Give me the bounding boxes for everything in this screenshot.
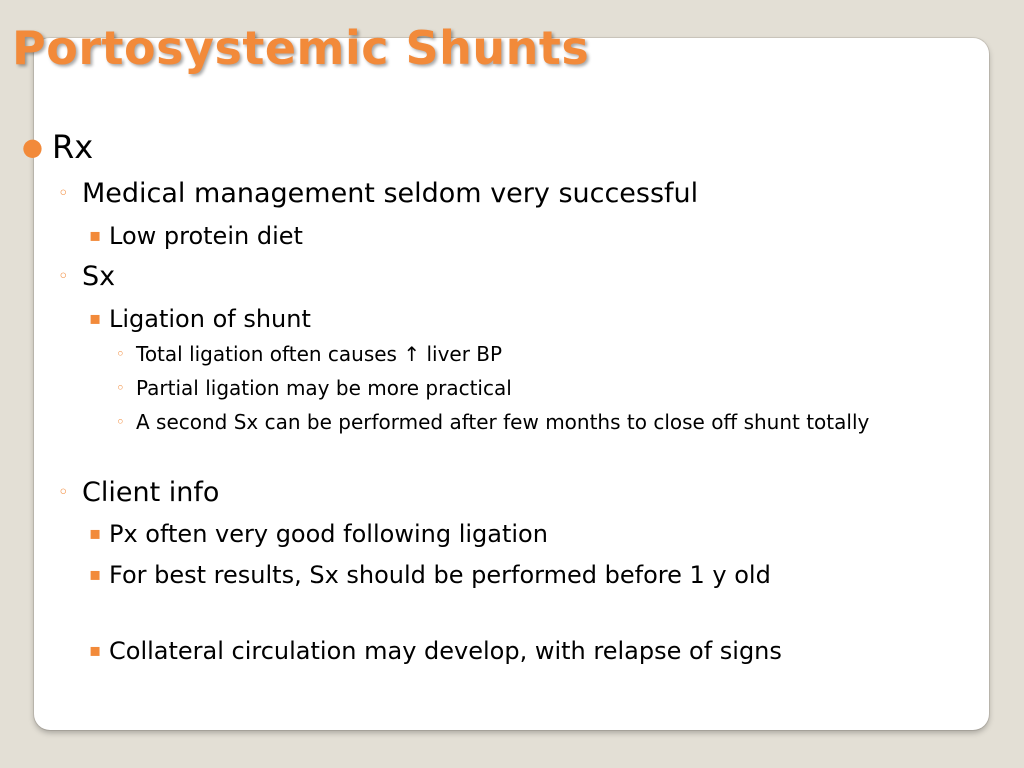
hollow-circle-bullet-icon: ◦ xyxy=(58,482,69,503)
filled-circle-bullet-icon: ● xyxy=(22,133,43,161)
bullet-item-partial-ligation xyxy=(116,373,926,404)
bullet-text: Px often very good following ligation xyxy=(109,520,548,548)
bullet-item-sx xyxy=(58,260,116,294)
bullet-item-client-info xyxy=(58,476,220,510)
bullet-text: Total ligation often causes ↑ liver BP xyxy=(136,342,503,366)
hollow-circle-bullet-icon: ◦ xyxy=(116,345,125,363)
square-bullet-icon: ▪ xyxy=(89,225,102,246)
bullet-text: Partial ligation may be more practical xyxy=(136,376,512,400)
bullet-text: Medical management seldom very successful xyxy=(82,178,699,209)
hollow-circle-bullet-icon: ◦ xyxy=(58,183,69,204)
bullet-text: Client info xyxy=(82,477,220,508)
hollow-circle-bullet-icon: ◦ xyxy=(116,413,125,431)
square-bullet-icon: ▪ xyxy=(89,640,102,661)
bullet-item-collateral-circulation xyxy=(89,633,909,669)
square-bullet-icon: ▪ xyxy=(89,564,102,585)
bullet-item-px-good xyxy=(89,516,909,552)
bullet-item-second-sx xyxy=(116,407,926,438)
bullet-text: Ligation of shunt xyxy=(109,305,311,333)
bullet-text: Rx xyxy=(52,128,94,166)
hollow-circle-bullet-icon: ◦ xyxy=(116,379,125,397)
bullet-text: Collateral circulation may develop, with relapse of signs xyxy=(109,637,782,665)
square-bullet-icon: ▪ xyxy=(89,523,102,544)
hollow-circle-bullet-icon: ◦ xyxy=(58,266,69,287)
bullet-item-total-ligation xyxy=(116,339,926,370)
bullet-text: For best results, Sx should be performed before 1 y old xyxy=(109,561,771,589)
bullet-text: Sx xyxy=(82,261,116,292)
bullet-item-low-protein-diet xyxy=(89,218,909,254)
slide-title: Portosystemic Shunts xyxy=(12,21,590,75)
bullet-item-rx xyxy=(22,128,94,166)
bullet-item-medical-management xyxy=(58,177,699,211)
square-bullet-icon: ▪ xyxy=(89,308,102,329)
bullet-text: Low protein diet xyxy=(109,222,303,250)
bullet-text: A second Sx can be performed after few months to close off shunt totally xyxy=(136,410,870,434)
bullet-item-best-results xyxy=(89,557,909,593)
bullet-item-ligation-of-shunt xyxy=(89,301,909,337)
